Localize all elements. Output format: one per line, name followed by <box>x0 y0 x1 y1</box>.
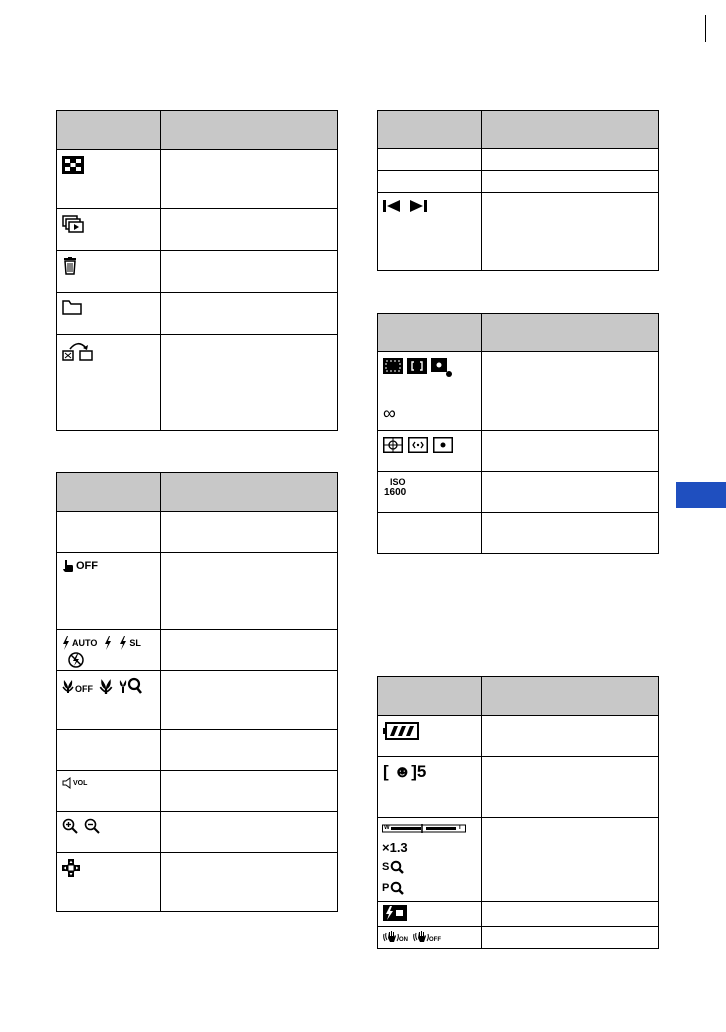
metering-multi-icon <box>383 437 403 453</box>
af-multi-icon <box>383 358 403 374</box>
table-header-col1 <box>57 111 161 150</box>
zoom-factor: ×1.3 <box>382 840 408 855</box>
table-row <box>57 771 338 812</box>
flash-on-icon <box>103 636 113 650</box>
slideshow-icon <box>62 215 84 233</box>
volume-label: VOL <box>73 779 88 787</box>
flash-auto-label: AUTO <box>72 637 98 648</box>
left-table-2 <box>56 472 338 912</box>
table-header-col2 <box>161 473 338 512</box>
table-row <box>378 193 659 271</box>
next-icon <box>409 199 427 213</box>
steadyshot-on-icon <box>383 930 399 944</box>
previous-icon <box>383 199 401 213</box>
table-row <box>57 150 338 209</box>
table-header-col2 <box>482 111 659 149</box>
right-table-3 <box>377 676 659 949</box>
table-header-col1 <box>57 473 161 512</box>
steadyshot-off-icon <box>413 930 429 944</box>
table-header-col1 <box>378 677 482 716</box>
flash-auto-icon <box>62 636 70 650</box>
table-header-col1 <box>378 314 482 352</box>
smart-zoom-icon <box>390 860 404 874</box>
macro-off-icon <box>62 679 74 693</box>
macro-on-icon <box>99 678 113 694</box>
table-row <box>57 512 338 553</box>
table-row <box>378 513 659 554</box>
table-row <box>378 431 659 472</box>
flash-off-icon <box>68 652 84 668</box>
table-header-col2 <box>482 314 659 352</box>
smart-zoom-label: S <box>382 861 390 873</box>
table-row <box>57 293 338 335</box>
zoom-scale-bar <box>382 824 466 834</box>
flash-charging-icon <box>383 905 407 921</box>
zoom-bar-tele-label: T <box>458 825 462 831</box>
zoom-in-icon <box>62 818 78 834</box>
af-off-label: OFF <box>76 559 98 572</box>
top-rule <box>705 15 706 42</box>
face-detection-count: [ ☻]5 <box>383 762 427 781</box>
right-table-2 <box>377 313 659 554</box>
table-header-col2 <box>482 677 659 716</box>
steadyshot-off-label: OFF <box>429 937 441 943</box>
precision-zoom-icon <box>390 881 404 895</box>
af-flexible-spot-icon <box>431 356 453 378</box>
table-row <box>57 209 338 251</box>
macro-off-label: OFF <box>75 683 93 694</box>
table-header-col2 <box>161 111 338 150</box>
table-row <box>57 335 338 431</box>
zoom-out-icon <box>84 818 100 834</box>
table-row <box>378 927 659 949</box>
volume-icon <box>62 777 72 789</box>
rotate-icon <box>62 341 94 363</box>
table-row <box>57 251 338 293</box>
flash-slow-label: SL <box>129 637 141 648</box>
table-row <box>378 818 659 902</box>
table-row <box>378 716 659 757</box>
table-row <box>378 472 659 513</box>
zoom-bar-wide-label: W <box>384 825 390 831</box>
steadyshot-on-label: ON <box>399 937 408 943</box>
magnifier-macro-icon <box>119 677 143 695</box>
control-button-icon <box>62 859 80 877</box>
table-row <box>378 902 659 927</box>
table-row <box>378 757 659 818</box>
table-row <box>57 853 338 912</box>
section-tab <box>676 482 726 508</box>
iso-value: 1600 <box>384 487 407 498</box>
af-center-icon <box>407 358 427 374</box>
table-row <box>57 630 338 671</box>
iso-label: ISO <box>390 477 406 487</box>
metering-center-icon <box>408 437 428 453</box>
metering-spot-icon <box>433 437 453 453</box>
table-row <box>57 553 338 630</box>
table-row <box>378 352 659 431</box>
index-grid-icon <box>62 156 84 174</box>
folder-icon <box>62 299 82 315</box>
table-row <box>57 812 338 853</box>
trash-icon <box>62 257 78 275</box>
right-table-1 <box>377 110 659 271</box>
precision-zoom-label: P <box>382 882 390 894</box>
infinity-symbol: ∞ <box>383 403 396 423</box>
table-row <box>57 671 338 730</box>
table-row <box>57 730 338 771</box>
table-row <box>378 171 659 193</box>
af-illuminator-icon <box>62 559 74 573</box>
table-header-col1 <box>378 111 482 149</box>
left-table-1 <box>56 110 338 431</box>
battery-icon <box>383 722 419 740</box>
table-row <box>378 149 659 171</box>
flash-slow-sync-icon <box>119 636 127 650</box>
